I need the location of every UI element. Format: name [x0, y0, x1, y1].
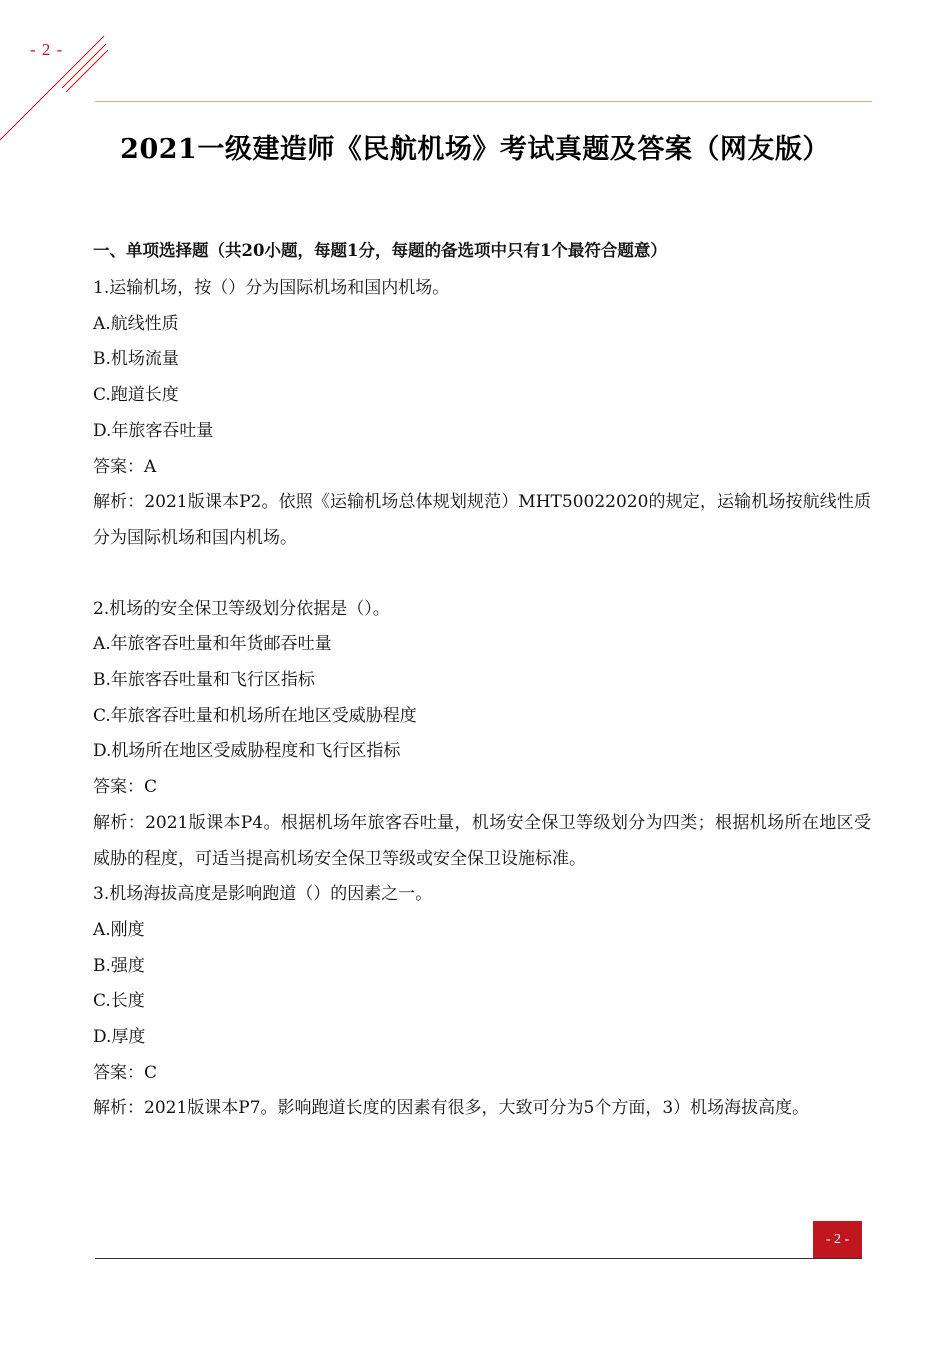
question-stem: 3.机场海拔高度是影响跑道（）的因素之一。: [93, 884, 433, 905]
answer: 答案：C: [93, 1062, 158, 1083]
option-d: D.机场所在地区受威胁程度和飞行区指标: [93, 741, 401, 762]
question-stem: 1.运输机场，按（）分为国际机场和国内机场。: [93, 278, 450, 298]
option-d: D.厚度: [93, 1027, 146, 1048]
footer-page-number: - 2 -: [813, 1221, 862, 1258]
header-rule: [95, 101, 872, 102]
option-a: A.年旅客吞吐量和年货邮吞吐量: [93, 634, 332, 655]
document-title: 2021一级建造师《民航机场》考试真题及答案（网友版）: [120, 134, 830, 165]
answer: 答案：C: [93, 777, 158, 798]
analysis: 解析：2021版课本P7。影响跑道长度的因素有很多，大致可分为5个方面，3）机场海拔高度。: [93, 1098, 810, 1119]
answer: 答案：A: [93, 456, 157, 477]
option-a: A.航线性质: [93, 313, 179, 334]
header-page-number: - 2 -: [30, 40, 64, 59]
option-c: C.跑道长度: [93, 385, 179, 406]
section-heading: 一、单项选择题（共20小题，每题1分，每题的备选项中只有1个最符合题意）: [93, 241, 667, 260]
option-c: C.长度: [93, 991, 145, 1012]
option-b: B.强度: [93, 955, 145, 976]
option-b: B.年旅客吞吐量和飞行区指标: [93, 670, 315, 691]
analysis: 解析：2021版课本P4。根据机场年旅客吞吐量，机场安全保卫等级划分为四类；根据机场所在地区受威胁的程度，可适当提高机场安全保卫等级或安全保卫设施标准。: [93, 812, 871, 869]
question-stem: 2.机场的安全保卫等级划分依据是（）。: [93, 598, 390, 619]
analysis: 解析：2021版课本P2。依照《运输机场总体规划规范）MHT50022020的规定，运输机场按航线性质分为国际机场和国内机场。: [93, 492, 871, 548]
option-a: A.刚度: [93, 919, 145, 940]
footer-rule: [95, 1258, 862, 1259]
option-d: D.年旅客吞吐量: [93, 420, 214, 441]
document-body: [93, 236, 871, 1127]
option-b: B.机场流量: [93, 349, 179, 370]
spacer: [93, 557, 871, 592]
question-block-3: [93, 877, 871, 1127]
question-block-2: [93, 592, 871, 878]
option-c: C.年旅客吞吐量和机场所在地区受威胁程度: [93, 705, 417, 726]
question-block-1: [93, 271, 871, 557]
